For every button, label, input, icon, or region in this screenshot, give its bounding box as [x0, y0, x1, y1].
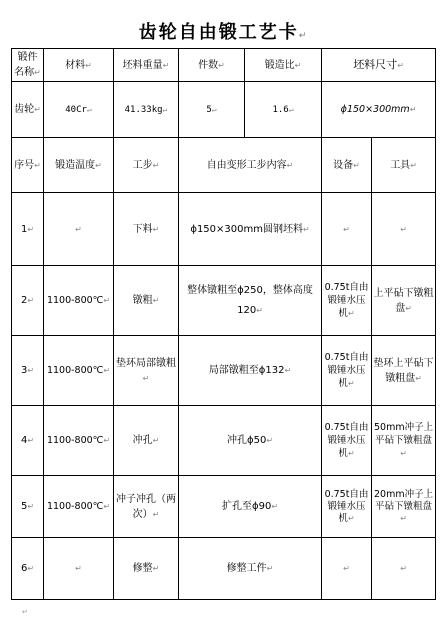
forging-ratio-value: 1.6↵ — [245, 82, 322, 138]
header-row — [12, 49, 436, 82]
forging-ratio-label: 锻造比↵ — [245, 49, 322, 82]
step-equipment: ↵ — [322, 193, 372, 266]
part-name-value: 齿轮↵ — [12, 82, 44, 138]
column-header-row — [12, 138, 436, 193]
step-equipment: 0.75t自由锻锤水压机↵ — [322, 476, 372, 538]
table-row — [12, 406, 436, 476]
col-seq: 序号↵ — [12, 138, 44, 193]
step-equipment: 0.75t自由锻锤水压机↵ — [322, 406, 372, 476]
material-value: 40Cr↵ — [44, 82, 114, 138]
step-temp: 1100-800℃↵ — [44, 266, 114, 336]
count-value: 5↵ — [179, 82, 245, 138]
step-content: 整体镦粗至ϕ250，整体高度120↵ — [179, 266, 322, 336]
material-label: 材料↵ — [44, 49, 114, 82]
step-content: 局部镦粗至ϕ132↵ — [179, 336, 322, 406]
table-row — [12, 193, 436, 266]
step-name: 冲孔↵ — [114, 406, 179, 476]
step-seq: 6↵ — [12, 538, 44, 600]
table-row — [12, 266, 436, 336]
step-temp: ↵ — [44, 538, 114, 600]
step-content: 修整工件↵ — [179, 538, 322, 600]
step-tool: 上平砧下镦粗盘↵ — [372, 266, 436, 336]
step-temp: 1100-800℃↵ — [44, 406, 114, 476]
table-row — [12, 538, 436, 600]
part-name-label: 锻件名称↵ — [12, 49, 44, 82]
blank-size-label: 坯料尺寸↵ — [322, 49, 436, 82]
step-content: ϕ150×300mm圆钢坯料↵ — [179, 193, 322, 266]
step-temp: ↵ — [44, 193, 114, 266]
step-seq: 2↵ — [12, 266, 44, 336]
step-content: 冲孔ϕ50↵ — [179, 406, 322, 476]
step-equipment: 0.75t自由锻锤水压机↵ — [322, 266, 372, 336]
col-step: 工步↵ — [114, 138, 179, 193]
step-temp: 1100-800℃↵ — [44, 476, 114, 538]
step-name: 修整↵ — [114, 538, 179, 600]
value-row — [12, 82, 436, 138]
card-title: 齿轮自由锻工艺卡↵ — [138, 22, 309, 43]
step-name: 镦粗↵ — [114, 266, 179, 336]
step-equipment: 0.75t自由锻锤水压机↵ — [322, 336, 372, 406]
paragraph-mark: ↵ — [22, 608, 28, 616]
step-tool: ↵ — [372, 193, 436, 266]
blank-size-value: ϕ150×300mm↵ — [322, 82, 436, 138]
table-row — [12, 336, 436, 406]
step-name: 下料↵ — [114, 193, 179, 266]
blank-weight-value: 41.33kg↵ — [114, 82, 179, 138]
col-tool: 工具↵ — [372, 138, 436, 193]
step-seq: 5↵ — [12, 476, 44, 538]
step-name: 垫环局部镦粗↵ — [114, 336, 179, 406]
count-label: 件数↵ — [179, 49, 245, 82]
step-equipment: ↵ — [322, 538, 372, 600]
process-card-table — [11, 48, 436, 600]
step-name: 冲子冲孔（两次）↵ — [114, 476, 179, 538]
col-temp: 锻造温度↵ — [44, 138, 114, 193]
step-seq: 4↵ — [12, 406, 44, 476]
step-seq: 3↵ — [12, 336, 44, 406]
step-tool: ↵ — [372, 538, 436, 600]
step-seq: 1↵ — [12, 193, 44, 266]
step-temp: 1100-800℃↵ — [44, 336, 114, 406]
col-content: 自由变形工步内容↵ — [179, 138, 322, 193]
step-tool: 垫环上平砧下镦粗盘↵ — [372, 336, 436, 406]
table-row — [12, 476, 436, 538]
col-equipment: 设备↵ — [322, 138, 372, 193]
step-tool: 50mm冲子上平砧下镦粗盘↵ — [372, 406, 436, 476]
step-content: 扩孔至ϕ90↵ — [179, 476, 322, 538]
step-tool: 20mm冲子上平砧下镦粗盘↵ — [372, 476, 436, 538]
blank-weight-label: 坯料重量↵ — [114, 49, 179, 82]
